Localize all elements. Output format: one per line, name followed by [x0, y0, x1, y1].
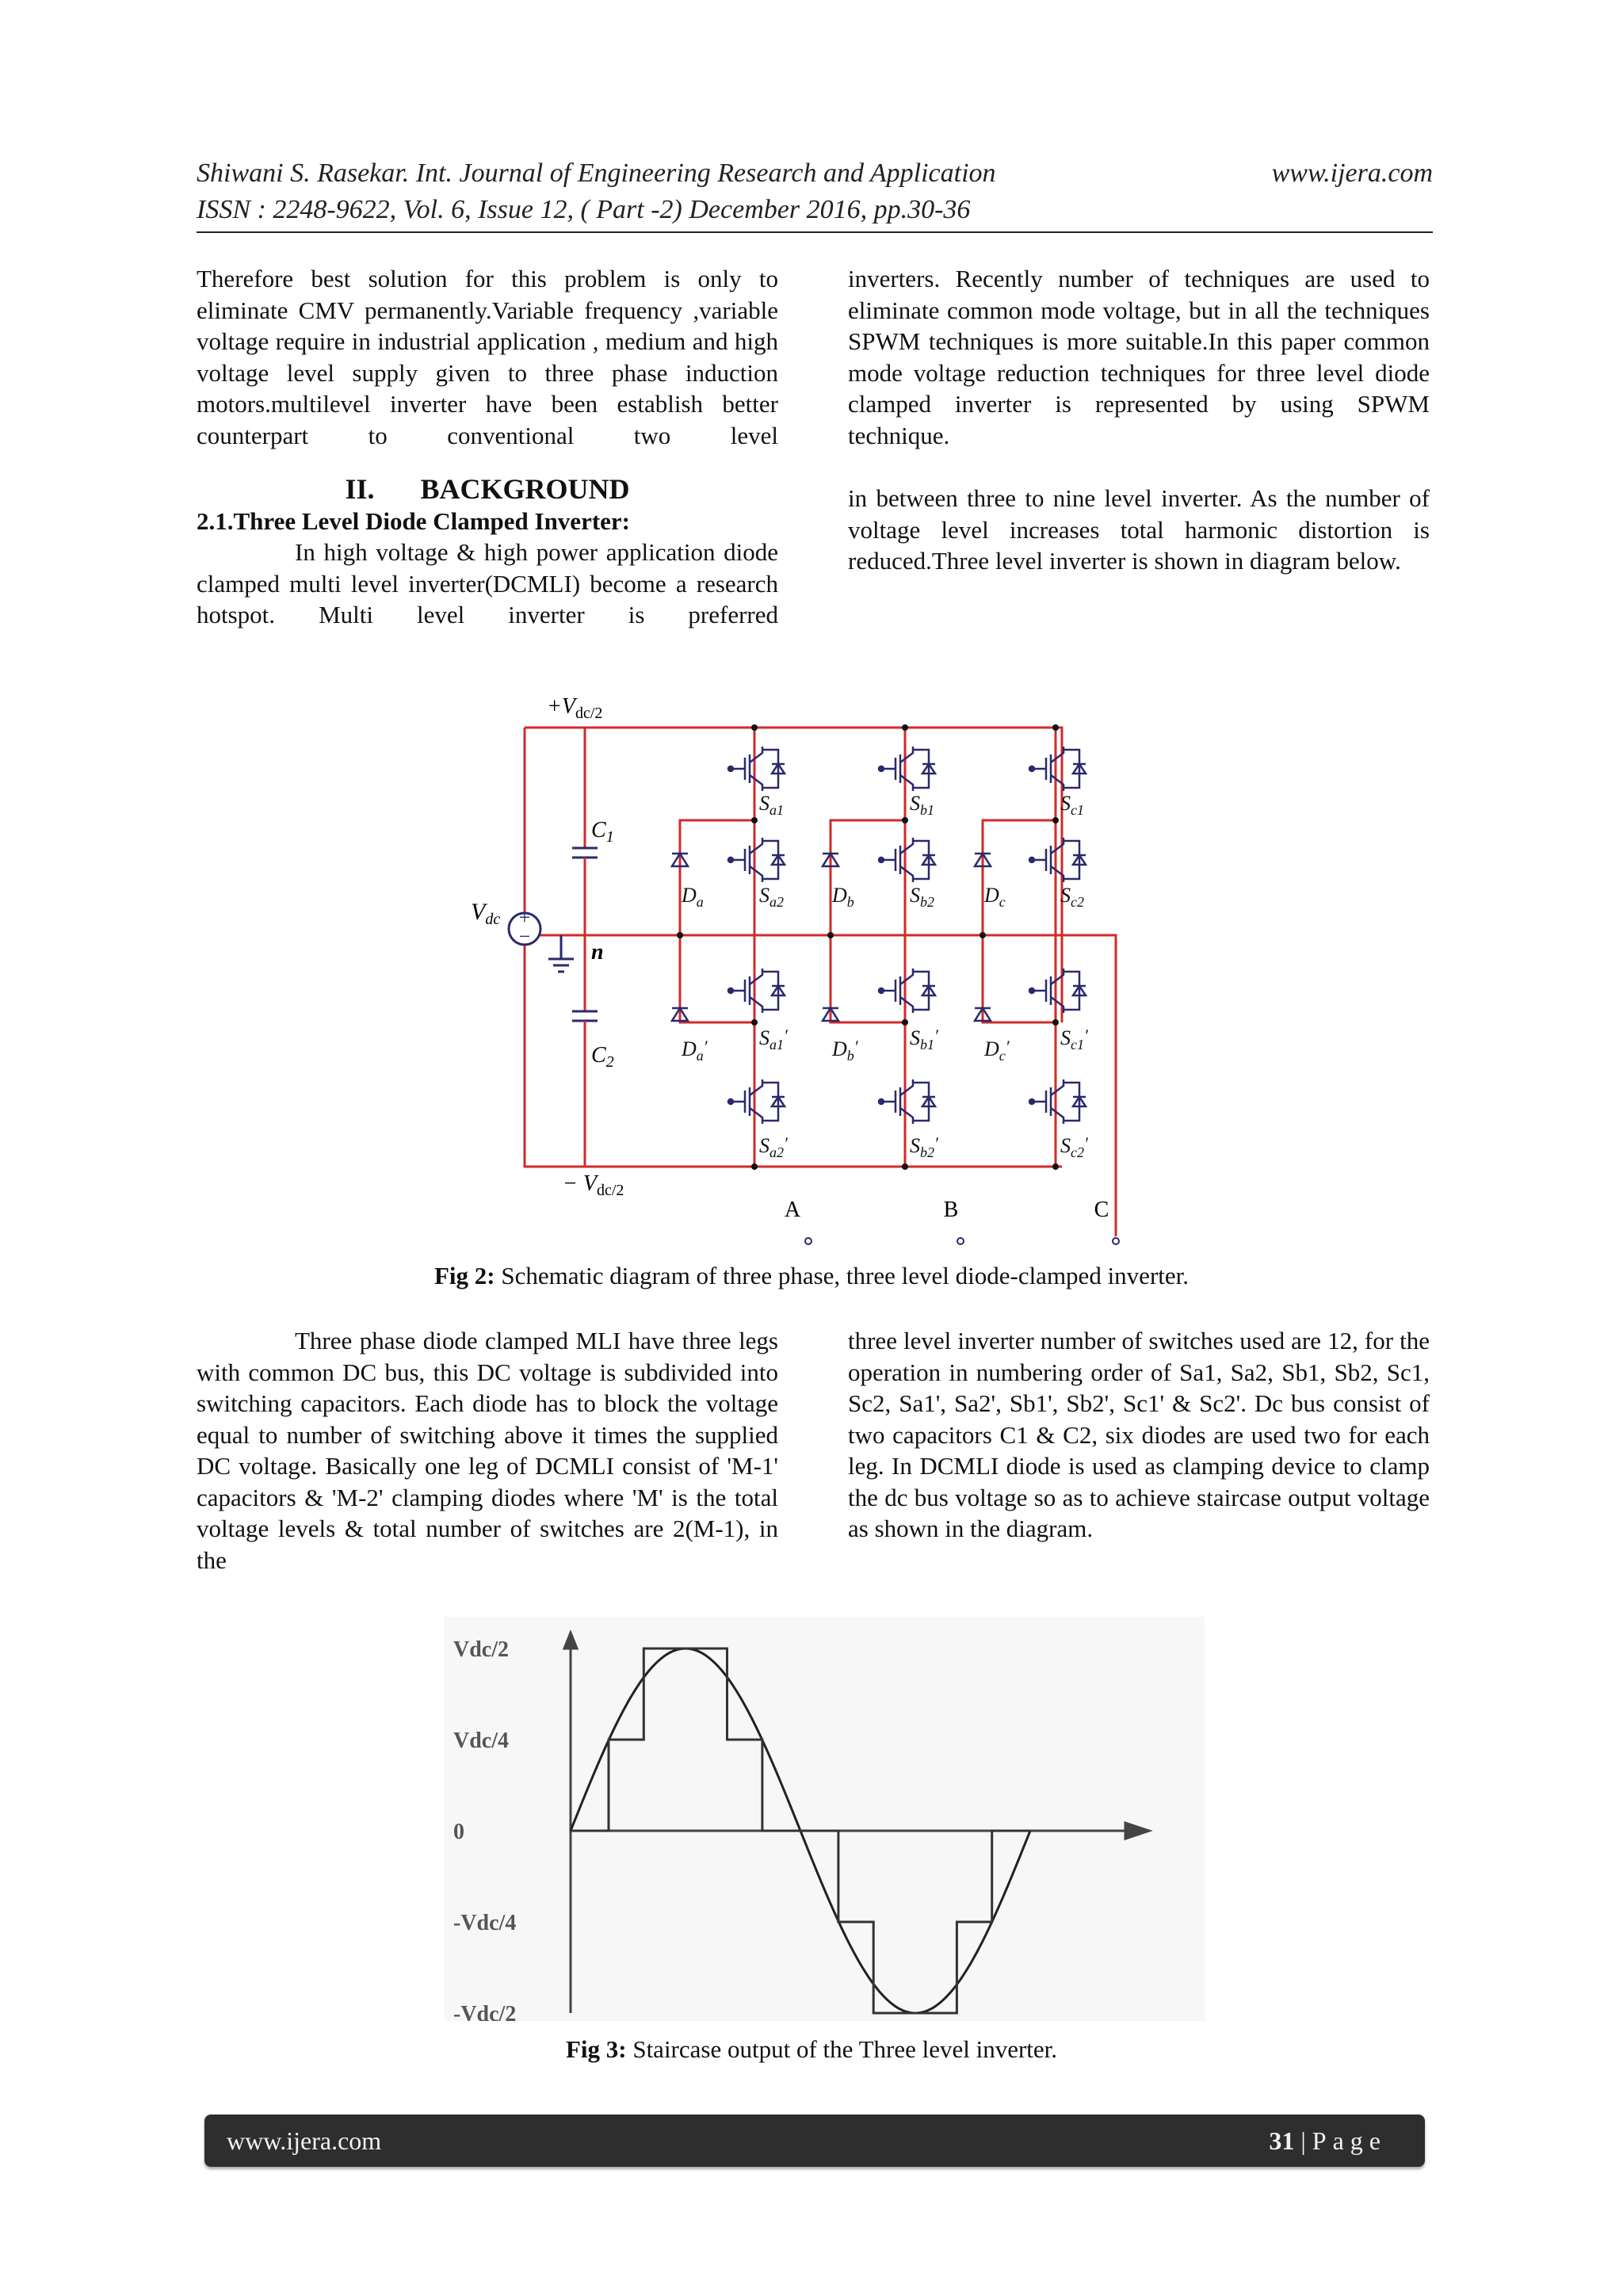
switch-lower-1 — [879, 968, 935, 1013]
paragraph-background-left: In high voltage & high power application diode clamped multi level inverter(DCMLI) become a research hotspot. Multi level inverter is preferred — [197, 538, 778, 628]
switch-lower-2 — [879, 1079, 935, 1124]
diode-label: $D_a$ — [682, 884, 704, 910]
fig2-caption — [0, 1260, 1623, 1292]
switch-label: $S_{b1}'$ — [910, 1026, 938, 1052]
section-heading — [197, 472, 778, 506]
switch-label: $S_{c1}'$ — [1060, 1026, 1088, 1052]
svg-text:−: − — [518, 925, 531, 948]
journal-citation: Shiwani S. Rasekar. Int. Journal of Engineering Research and Application — [197, 159, 996, 188]
switch-upper-2 — [728, 838, 785, 882]
page-footer — [204, 2115, 1425, 2167]
header-divider — [197, 231, 1433, 233]
section-title: BACKGROUND — [420, 473, 630, 505]
fig2-caption-label: Fig 2: — [434, 1262, 495, 1289]
neutral-label: n — [591, 940, 604, 965]
svg-text:+: + — [518, 906, 531, 929]
fig2-caption-text: Schematic diagram of three phase, three level diode-clamped inverter. — [495, 1262, 1189, 1289]
output-terminals — [805, 1238, 1119, 1244]
diode-label: $D_b$ — [832, 884, 854, 910]
switch-label: $S_{b2}'$ — [910, 1133, 938, 1160]
paragraph-dcmli-left: Three phase diode clamped MLI have three legs with common DC bus, this DC voltage is subdivided into switching capacitors. Each diode has to block the voltage equal to number of switching above it times the supplied DC voltage. Basically one leg of DCMLI consist of 'M-1' capacitors & 'M-2' clamping diodes where 'M' is the total voltage levels & total number of switches are 2(M-1), in the — [197, 1327, 778, 1574]
section-number: II. — [345, 473, 375, 505]
switch-label: $S_{c2}$ — [1060, 884, 1084, 910]
switch-lower-2 — [728, 1079, 785, 1124]
inverter-leg — [975, 724, 1089, 1170]
switch-upper-2 — [1029, 838, 1086, 882]
inverter-leg — [672, 724, 789, 1170]
fig3-caption-label: Fig 3: — [565, 2035, 627, 2063]
footer-website[interactable]: www.ijera.com — [227, 2126, 382, 2155]
fig3-caption — [0, 2034, 1623, 2065]
y-tick-label: Vdc/4 — [453, 1729, 509, 1753]
switch-lower-2 — [1029, 1079, 1086, 1124]
circuit-wires — [525, 728, 1116, 1236]
inverter-legs — [672, 724, 1089, 1170]
y-tick-label: Vdc/2 — [453, 1637, 509, 1662]
paragraph-dcmli-right: three level inverter number of switches used are 12, for the operation in numbering order of Sa1, Sa2, Sb1, Sb2, Sc1, Sc2, Sa1', Sa2', Sb1', Sb2', Sc1' & Sc2'. Dc bus consist of two capacitors C1 & C2, six diodes are used two for each leg. In DCMLI diode is used as clamping device to clamp the dc bus voltage so as to achieve staircase output voltage as shown in the diagram. — [848, 1327, 1430, 1542]
right-column-middle — [848, 1325, 1430, 1545]
switch-upper-1 — [1029, 747, 1086, 791]
switch-lower-1 — [1029, 968, 1086, 1013]
diode-label: $D_a'$ — [682, 1037, 708, 1064]
fig2-inverter-schematic — [460, 690, 1141, 1256]
paragraph-intro-left: Therefore best solution for this problem is only to eliminate CMV permanently.Variable frequency ,variable voltage require in industrial application , medium and high voltage level supply given to three phase induction motors.multilevel inverter have been establish better counterpart to conventional two level — [197, 265, 778, 449]
issn-line: ISSN : 2248-9622, Vol. 6, Issue 12, ( Part -2) December 2016, pp.30-36 — [197, 195, 971, 224]
journal-website[interactable]: www.ijera.com — [1271, 159, 1433, 188]
paragraph-intro-right: inverters. Recently number of techniques are used to eliminate common mode voltage, but in all the techniques SPWM techniques is more suitable.In this paper common mode voltage reduction techniques for three level diode clamped inverter is represented by using SPWM technique. — [848, 265, 1430, 449]
subsection-heading: 2.1.Three Level Diode Clamped Inverter: — [197, 507, 630, 535]
switch-lower-1 — [728, 968, 785, 1013]
y-tick-label: -Vdc/2 — [453, 2002, 517, 2021]
running-header — [197, 155, 1433, 228]
output-a-label: A — [784, 1198, 801, 1222]
switch-label: $S_{a2}$ — [759, 884, 784, 910]
c1-label: $C_1$ — [591, 818, 614, 846]
ground-symbol — [548, 935, 574, 972]
diode-label: $D_c'$ — [984, 1037, 1010, 1064]
vdc-negative-label: − $V_{dc/2}$ — [563, 1171, 624, 1199]
left-column-middle — [197, 1325, 778, 1576]
switch-upper-1 — [728, 747, 785, 791]
paragraph-background-right: in between three to nine level inverter. As the number of voltage level increases total harmonic distortion is reduced.Three level inverter is shown in diagram below. — [848, 484, 1430, 575]
fig3-caption-text: Staircase output of the Three level inverter. — [626, 2035, 1058, 2063]
switch-label: $S_{c2}'$ — [1060, 1133, 1088, 1160]
output-b-label: B — [943, 1198, 959, 1222]
fig3-staircase-chart — [444, 1617, 1205, 2021]
page-number: 31 | Page — [1269, 2126, 1387, 2155]
switch-upper-2 — [879, 838, 935, 882]
switch-label: $S_{c1}$ — [1060, 792, 1084, 818]
vdc-positive-label: $+V_{dc/2}$ — [547, 694, 603, 722]
switch-label: $S_{b2}$ — [910, 884, 934, 910]
diode-label: $D_c$ — [984, 884, 1006, 910]
switch-label: $S_{a1}$ — [759, 792, 784, 818]
switch-label: $S_{b1}$ — [910, 792, 934, 818]
switch-upper-1 — [879, 747, 935, 791]
inverter-leg — [823, 724, 939, 1170]
c2-label: $C_2$ — [591, 1043, 614, 1071]
y-tick-label: 0 — [453, 1820, 464, 1844]
diode-label: $D_b'$ — [832, 1037, 858, 1064]
vdc-label: $V_{dc}$ — [471, 899, 501, 928]
switch-label: $S_{a2}'$ — [759, 1133, 788, 1160]
switch-label: $S_{a1}'$ — [759, 1026, 788, 1052]
left-column-top — [197, 263, 778, 631]
output-c-label: C — [1094, 1198, 1109, 1222]
right-column-top — [848, 263, 1430, 577]
y-tick-label: -Vdc/4 — [453, 1911, 517, 1935]
